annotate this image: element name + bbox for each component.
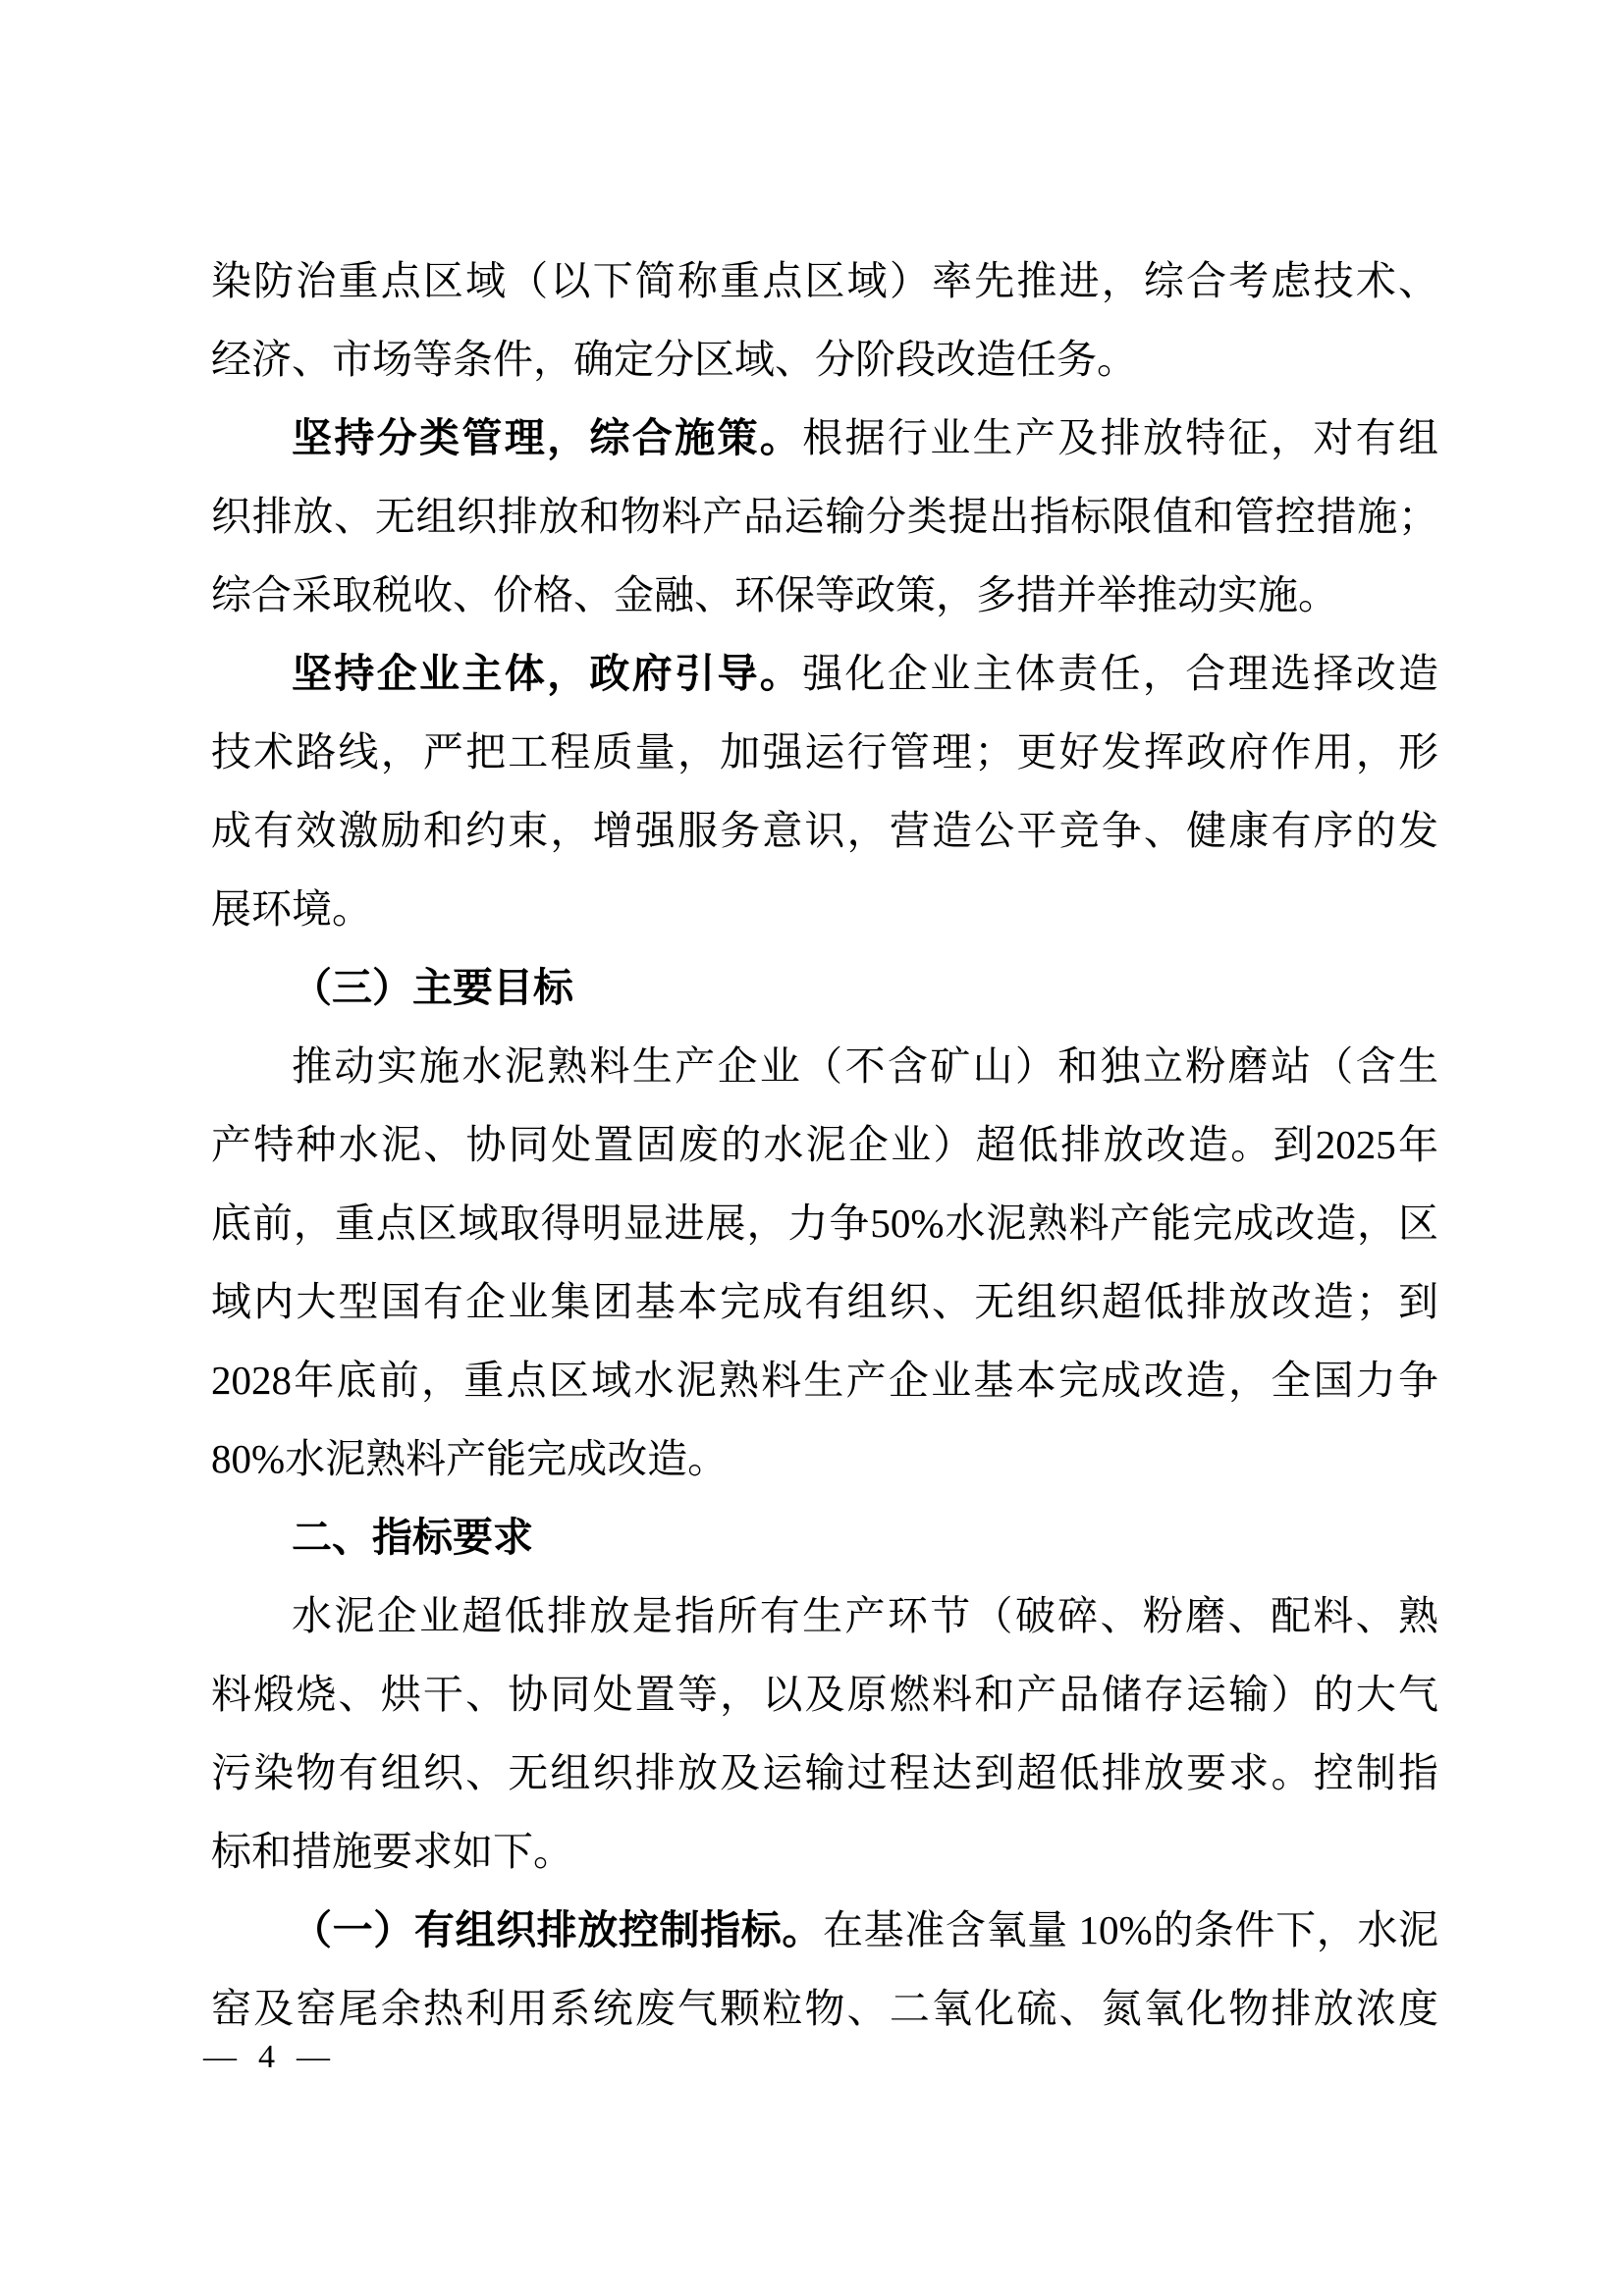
text-segment: 标和措施要求如下。 (211, 1829, 573, 1874)
text-segment: 技术路线，严把工程质量，加强运行管理；更好发挥政府作用，形 (211, 729, 1438, 774)
text-segment: 经济、市场等条件，确定分区域、分阶段改造任务。 (211, 337, 1137, 382)
text-line (211, 1027, 1438, 1105)
para-ultra-low-definition (211, 1576, 1438, 1891)
para-continued-region (211, 241, 1438, 399)
text-line (211, 1341, 1438, 1419)
text-line (211, 1969, 1438, 2048)
para-goals-detail (211, 1027, 1438, 1498)
footer-dash-right: — (297, 2039, 330, 2075)
text-segment: 强化企业主体责任，合理选择改造 (802, 651, 1439, 696)
text-segment: 2028年底前，重点区域水泥熟料生产企业基本完成改造，全国力争 (211, 1358, 1438, 1403)
text-line (211, 1576, 1438, 1655)
text-segment: 域内大型国有企业集团基本完成有组织、无组织超低排放改造；到 (211, 1279, 1438, 1324)
text-line (211, 1262, 1438, 1341)
document-body (211, 241, 1438, 2048)
text-line (211, 948, 1438, 1027)
text-line (211, 1419, 1438, 1498)
text-line (211, 634, 1438, 713)
text-line (211, 399, 1438, 477)
page-footer (203, 2038, 330, 2077)
bold-text-segment: 二、指标要求 (292, 1515, 533, 1560)
text-segment: 染防治重点区域（以下简称重点区域）率先推进，综合考虑技术、 (211, 258, 1438, 303)
bold-text-segment: 坚持分类管理，综合施策。 (292, 415, 803, 460)
text-segment: 水泥企业超低排放是指所有生产环节（破碎、粉磨、配料、熟 (292, 1593, 1438, 1638)
para-enterprise-主体 (211, 634, 1438, 948)
text-line (211, 1105, 1438, 1184)
text-line (211, 1734, 1438, 1812)
text-segment: 织排放、无组织排放和物料产品运输分类提出指标限值和管控措施； (211, 494, 1438, 539)
text-line (211, 1891, 1438, 1969)
text-line (211, 556, 1438, 634)
heading-indicator-requirements (211, 1498, 1438, 1576)
text-line (211, 241, 1438, 320)
text-segment: 综合采取税收、价格、金融、环保等政策，多措并举推动实施。 (211, 572, 1338, 617)
text-segment: 料煅烧、烘干、协同处置等，以及原燃料和产品储存运输）的大气 (211, 1672, 1438, 1717)
text-segment: 成有效激励和约束，增强服务意识，营造公平竞争、健康有序的发 (211, 808, 1438, 853)
footer-dash-left: — (203, 2039, 237, 2075)
text-line (211, 713, 1438, 791)
footer-page-number: 4 (258, 2039, 275, 2075)
text-segment: 推动实施水泥熟料生产企业（不含矿山）和独立粉磨站（含生 (292, 1043, 1438, 1089)
text-line (211, 320, 1438, 399)
text-line (211, 870, 1438, 948)
bold-text-segment: （一）有组织排放控制指标。 (292, 1907, 823, 1952)
text-segment: 根据行业生产及排放特征，对有组 (802, 415, 1439, 460)
text-line (211, 477, 1438, 556)
text-segment: 在基准含氧量 10%的条件下，水泥 (823, 1907, 1439, 1952)
bold-text-segment: 坚持企业主体，政府引导。 (292, 651, 803, 696)
text-line (211, 1655, 1438, 1734)
text-segment: 污染物有组织、无组织排放及运输过程达到超低排放要求。控制指 (211, 1750, 1438, 1795)
heading-main-goals (211, 948, 1438, 1027)
text-line (211, 791, 1438, 870)
text-segment: 展环境。 (211, 886, 372, 932)
text-segment: 产特种水泥、协同处置固废的水泥企业）超低排放改造。到2025年 (211, 1122, 1438, 1167)
bold-text-segment: （三）主要目标 (292, 965, 573, 1010)
text-segment: 底前，重点区域取得明显进展，力争50%水泥熟料产能完成改造，区 (211, 1201, 1438, 1246)
para-organized-emission-indicator (211, 1891, 1438, 2048)
text-line (211, 1498, 1438, 1576)
text-line (211, 1184, 1438, 1262)
para-classified-management (211, 399, 1438, 634)
text-segment: 80%水泥熟料产能完成改造。 (211, 1436, 729, 1481)
text-segment: 窑及窑尾余热利用系统废气颗粒物、二氧化硫、氮氧化物排放浓度 (211, 1986, 1438, 2031)
text-line (211, 1812, 1438, 1891)
